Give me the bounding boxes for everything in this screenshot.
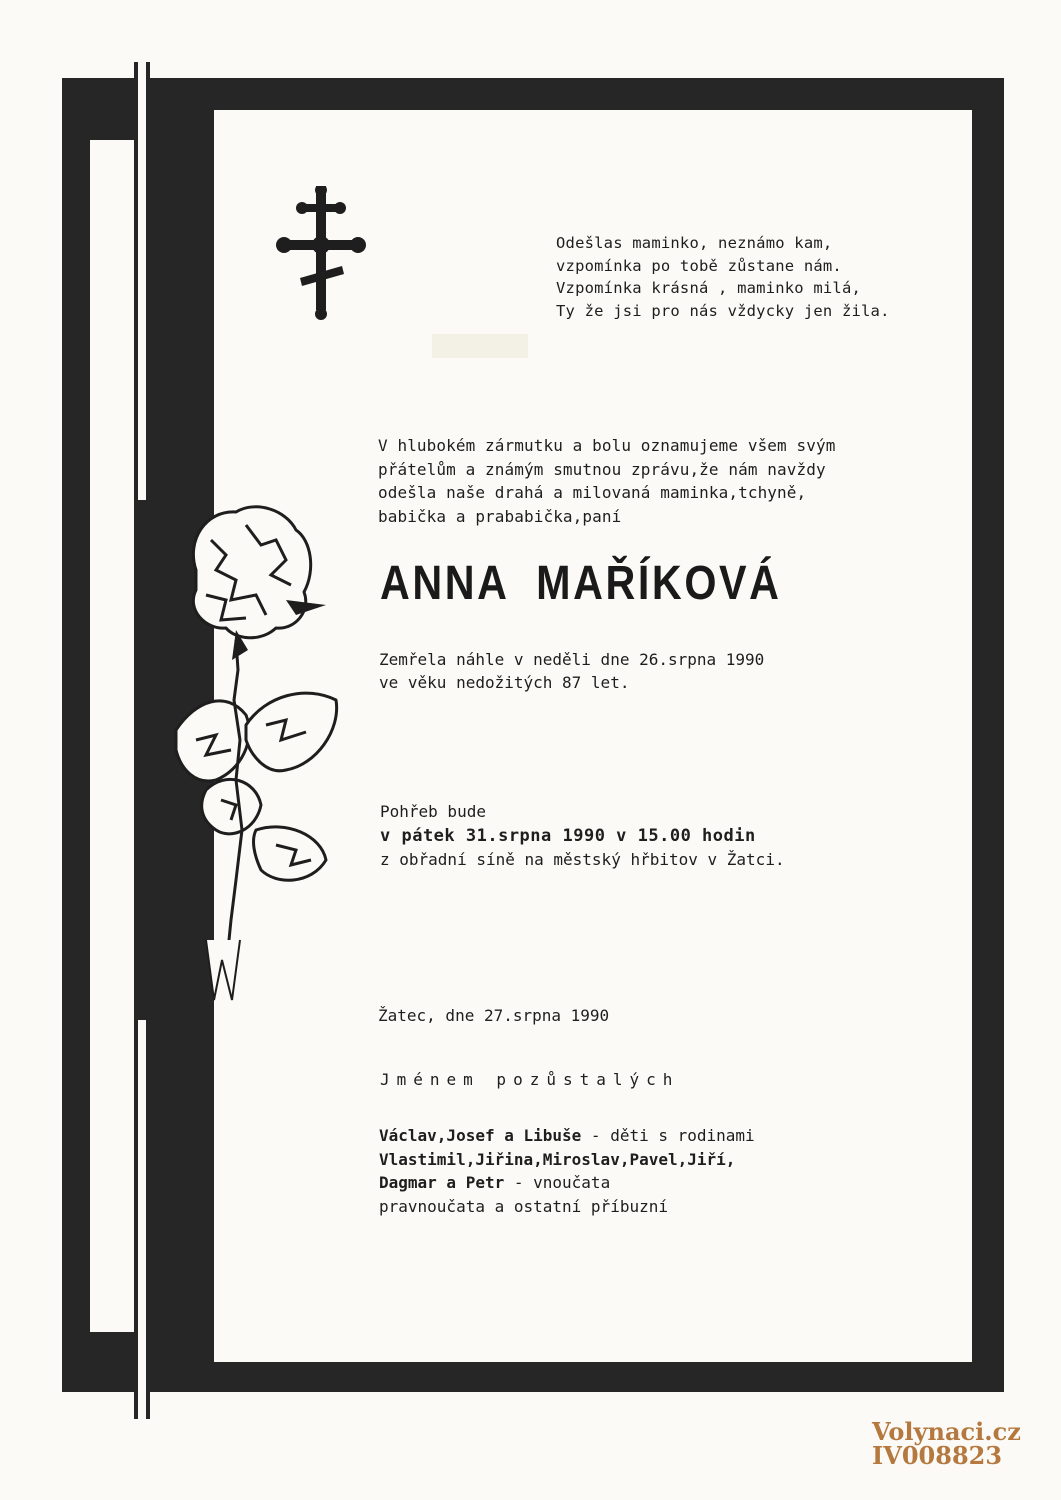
memorial-poem: [556, 232, 890, 322]
grandchildren-label: - vnoučata: [504, 1173, 611, 1192]
announcement-text: [378, 434, 835, 528]
funeral-datetime: v pátek 31.srpna 1990 v 15.00 hodin: [380, 825, 756, 846]
deceased-name: ANNA MAŘÍKOVÁ: [380, 557, 782, 610]
poem-line: Ty že jsi pro nás vždycky jen žila.: [556, 301, 890, 320]
death-line: Zemřela náhle v neděli dne 26.srpna 1990: [379, 650, 765, 669]
watermark-site: Volynaci.cz: [872, 1417, 1021, 1446]
death-line: ve věku nedožitých 87 let.: [379, 673, 630, 692]
children-names: Václav,Josef a Libuše: [379, 1126, 582, 1145]
watermark-id: IV008823: [872, 1441, 1003, 1470]
announcement-line: babička a prababička,paní: [378, 506, 622, 526]
place-and-date: Žatec, dne 27.srpna 1990: [378, 1006, 610, 1025]
rose-illustration: [136, 500, 366, 1020]
paper-smudge: [432, 334, 528, 358]
death-info: [379, 648, 764, 694]
announcement-line: odešla naše drahá a milovaná maminka,tchyně,: [378, 483, 807, 502]
funeral-location: z obřadní síně na městský hřbitov v Žatci.: [380, 850, 785, 869]
mourning-frame-right: [972, 78, 1004, 719]
announcement-line: přátelům a známým smutnou zprávu,že nám navždy: [378, 459, 826, 479]
announcement-line: V hlubokém zármutku a bolu oznamujeme všem svým: [378, 436, 836, 455]
poem-line: Odešlas maminko, neznámo kam,: [556, 234, 833, 252]
children-label: - děti s rodinami: [581, 1126, 755, 1145]
archive-watermark: [872, 1417, 1021, 1470]
other-relatives: pravnoučata a ostatní příbuzní: [379, 1196, 668, 1216]
poem-line: Vzpomínka krásná , maminko milá,: [556, 279, 862, 297]
family-list: [379, 1124, 755, 1218]
grandchildren-names: Vlastimil,Jiřina,Miroslav,Pavel,Jiří,: [379, 1149, 736, 1169]
mourning-frame-right-lower: [972, 719, 1004, 1392]
funeral-info: [380, 800, 785, 872]
frame-inner-stripe: [90, 140, 138, 1332]
grandchildren-names-2: Dagmar a Petr: [379, 1173, 505, 1192]
orthodox-cross-icon: [276, 186, 366, 330]
poem-line: vzpomínka po tobě zůstane nám.: [556, 256, 842, 275]
on-behalf-heading: Jménem pozůstalých: [380, 1070, 680, 1089]
funeral-line: Pohřeb bude: [380, 802, 486, 821]
